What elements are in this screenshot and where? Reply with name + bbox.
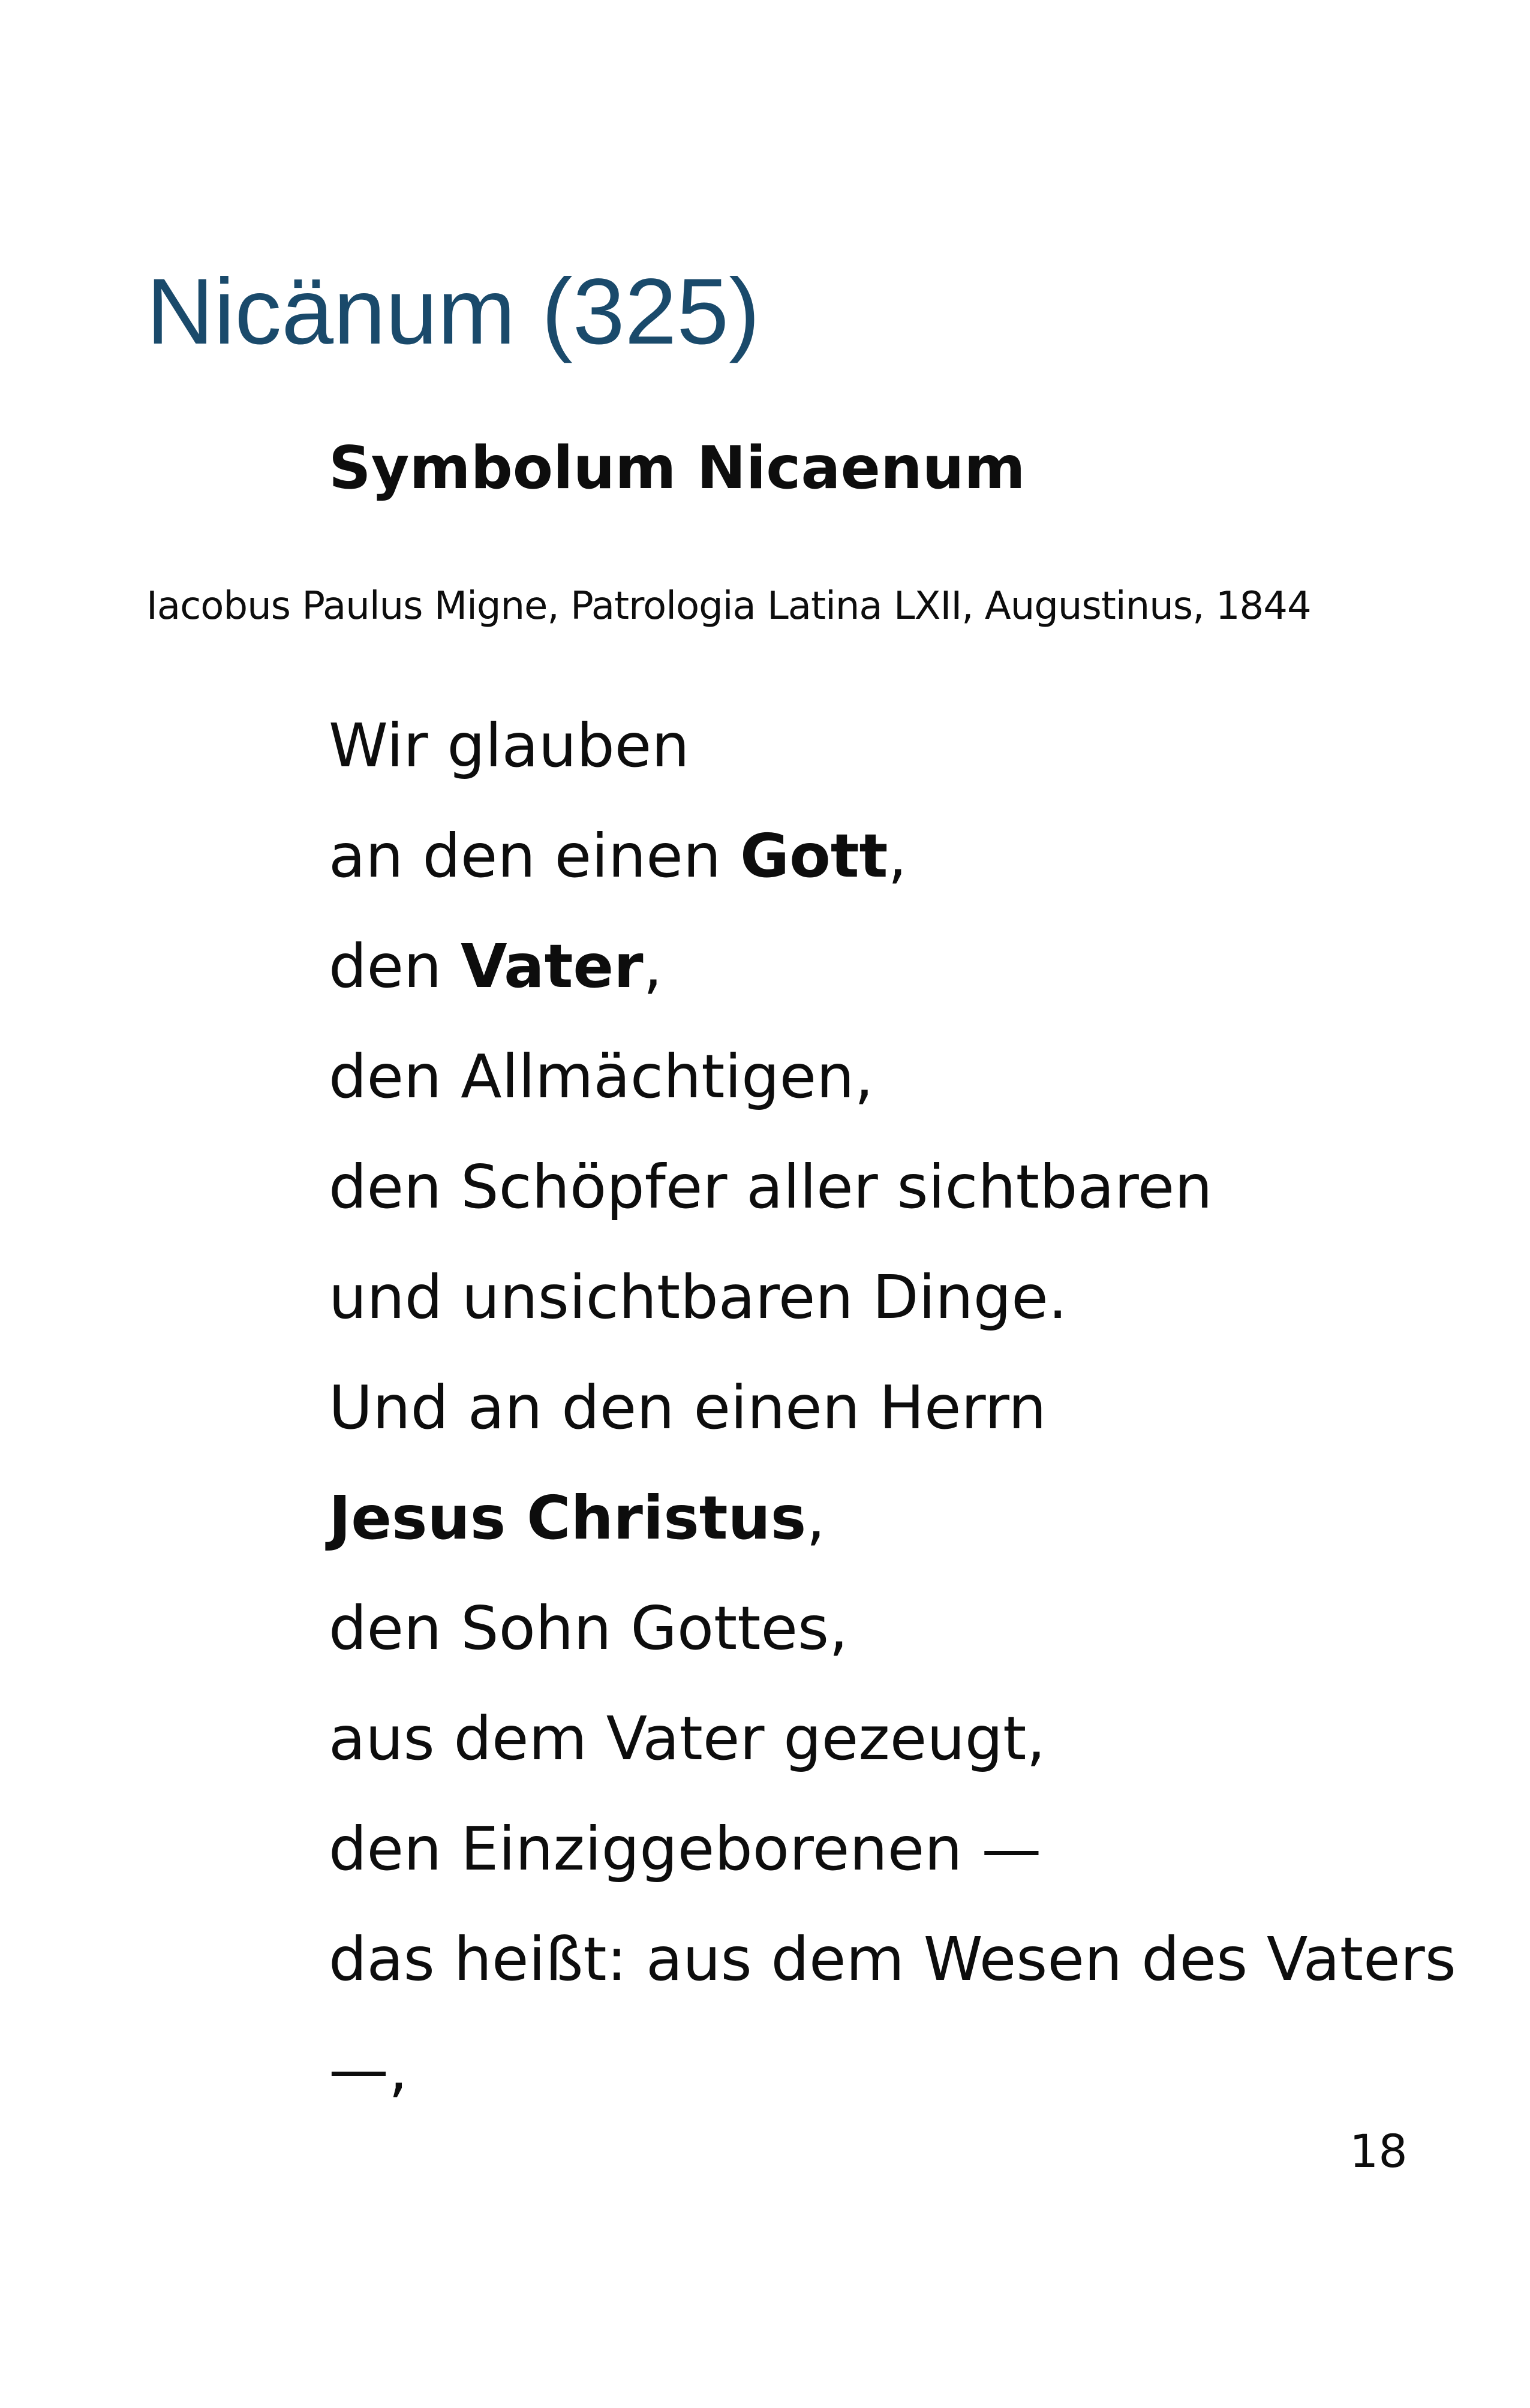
creed-line: Wir glauben	[329, 711, 690, 781]
creed-line: den Allmächtigen,	[329, 1042, 874, 1112]
creed-line: —,	[329, 2034, 408, 2105]
creed-line: aus dem Vater gezeugt,	[329, 1703, 1046, 1774]
creed-line: Jesus Christus,	[329, 1483, 826, 1553]
source-citation: Iacobus Paulus Migne, Patrologia Latina LXII, Augustinus, 1844	[146, 584, 1311, 628]
emphasis-gott: Gott	[740, 821, 888, 891]
creed-line: den Schöpfer aller sichtbaren	[329, 1152, 1213, 1222]
page-title: Nicänum (325)	[146, 260, 761, 364]
creed-line: den Sohn Gottes,	[329, 1593, 848, 1663]
creed-line: den Vater,	[329, 931, 663, 1001]
creed-line: das heißt: aus dem Wesen des Vaters	[329, 1924, 1456, 1994]
page-subtitle: Symbolum Nicaenum	[329, 434, 1026, 502]
creed-line: und unsichtbaren Dinge.	[329, 1262, 1068, 1332]
creed-line: an den einen Gott,	[329, 821, 907, 891]
creed-text	[329, 691, 1456, 2125]
creed-line: Und an den einen Herrn	[329, 1372, 1047, 1443]
creed-line: den Einziggeborenen —	[329, 1814, 1042, 1884]
emphasis-jesus-christus: Jesus Christus	[329, 1483, 807, 1553]
page-number: 18	[1349, 2124, 1408, 2178]
emphasis-vater: Vater	[461, 931, 644, 1001]
